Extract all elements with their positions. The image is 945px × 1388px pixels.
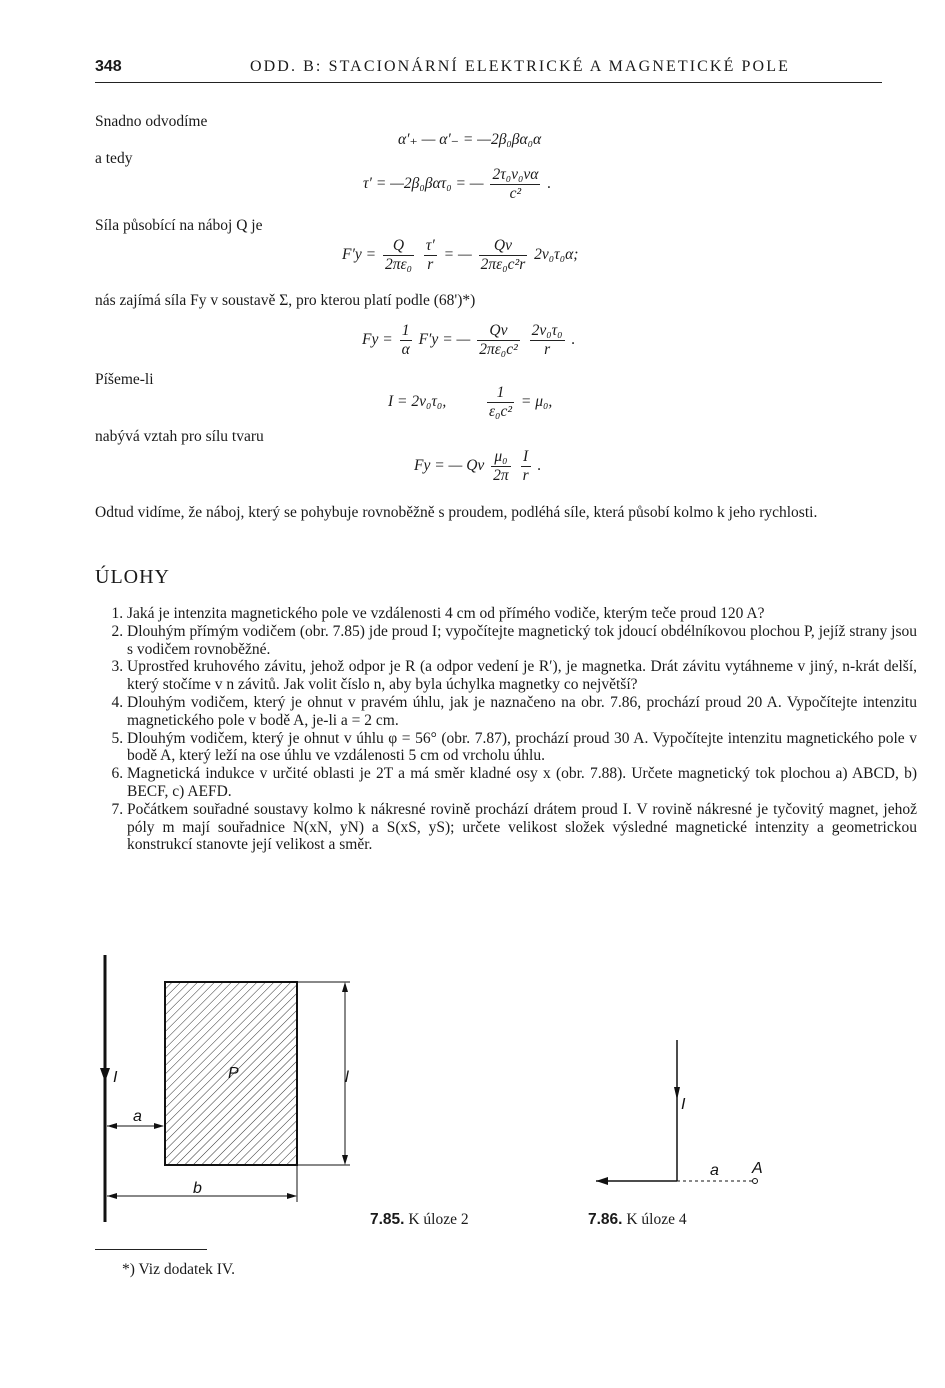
eq3-f2-num: τ′: [425, 237, 435, 254]
eq2-end: .: [547, 175, 552, 193]
point-a-marker: [753, 1179, 758, 1184]
arrowhead-icon: [596, 1177, 608, 1185]
fig85-label-a: a: [133, 1108, 142, 1125]
eq6-end: .: [537, 457, 542, 475]
fig86-label-i: I: [681, 1096, 686, 1113]
running-title: ODD. B: STACIONÁRNÍ ELEKTRICKÉ A MAGNETICKÉ POLE: [250, 58, 790, 75]
text-piseme: Píšeme-li: [95, 371, 154, 388]
caption-7-86-text: K úloze 4: [626, 1211, 687, 1228]
eq4-end: .: [571, 331, 576, 349]
current-arrow-icon: [674, 1087, 680, 1100]
arrowhead-icon: [287, 1193, 297, 1199]
footnote-rule: [95, 1249, 207, 1250]
text-nas-zajima: nás zajímá síla Fy v soustavě Σ, pro kterou platí podle (68')*): [95, 292, 476, 309]
eq4-f2-den: 2πε₀c²: [479, 341, 518, 358]
fig85-label-l: l: [345, 1069, 349, 1086]
task-item: 3. Uprostřed kruhového závitu, jehož odpor je R (a odpor vedení je R′), je magnetka. Drát závitu vytáhneme v jiný, n-krát delší, který stočíme v n závitů. Jak volit číslo n, aby byla úchylka magnetky co největší?: [127, 658, 917, 694]
caption-7-86: [588, 1211, 687, 1229]
equation-1: α′₊ — α′₋ = —2β₀βα₀α: [398, 131, 542, 148]
eq3-mid: = —: [443, 246, 472, 264]
page-number: 348: [95, 58, 122, 75]
fig85-label-b: b: [193, 1180, 202, 1197]
eq4-f1-num: 1: [401, 322, 410, 339]
text-sila: Síla působící na náboj Q je: [95, 217, 263, 234]
eq3-f3-den: 2πε₀c²r: [480, 256, 526, 273]
eq5-left: I = 2v₀τ₀,: [388, 393, 447, 411]
caption-7-85-number: 7.85.: [370, 1211, 405, 1228]
eq4-f3-num: 2v₀τ₀: [531, 322, 563, 339]
current-arrow-icon: [100, 1068, 110, 1082]
eq3-f1-den: 2πε₀: [384, 256, 412, 273]
eq4-left: Fy =: [362, 331, 393, 349]
caption-7-85-text: K úloze 2: [408, 1211, 469, 1228]
eq4-mid: F′y = —: [418, 331, 471, 349]
task-item: 1. Jaká je intenzita magnetického pole ve vzdálenosti 4 cm od přímého vodiče, kterým teče proud 120 A?: [127, 605, 917, 623]
fig86-label-point-a: A: [752, 1160, 763, 1177]
fig85-label-i: I: [113, 1069, 118, 1086]
eq3-left: F′y =: [342, 246, 377, 264]
eq2-den: c²: [490, 184, 540, 203]
eq6-f1-den: 2π: [493, 467, 509, 484]
eq5-num: 1: [496, 384, 505, 401]
conclusion-paragraph: Odtud vidíme, že náboj, který se pohybuje rovnoběžně s proudem, podléhá síle, která působí kolmo k jeho rychlosti.: [95, 504, 818, 521]
eq5-den: ε₀c²: [488, 403, 512, 420]
eq4-f2-num: Qv: [489, 322, 508, 339]
task-item: 2. Dlouhým přímým vodičem (obr. 7.85) jde proud I; vypočítejte magnetický tok jdoucí obdélníkovou plochou P, jejíž strany jsou s vodičem rovnoběžné.: [127, 623, 917, 659]
eq3-f1-num: Q: [392, 237, 405, 254]
arrowhead-icon: [154, 1123, 164, 1129]
eq2-left: τ′ = —2β₀βατ₀ = —: [363, 175, 484, 193]
task-item: 7. Počátkem souřadné soustavy kolmo k nákresné rovině prochází drátem proud I. V rovině nákresné je tyčovitý magnet, jehož póly m mají souřadnice N(xN, yN) a S(xS, yS); určete velikost složek výsledné magnetické intenzity a geometrickou konstrukcí stanovte její velikost a směr.: [127, 801, 917, 854]
text-nabyva: nabývá vztah pro sílu tvaru: [95, 428, 264, 445]
eq4-f3-den: r: [530, 340, 565, 359]
caption-7-86-number: 7.86.: [588, 1211, 623, 1228]
eq4-f1-den: α: [401, 341, 410, 358]
eq3-end: 2v₀τ₀α;: [534, 246, 579, 264]
text-a-tedy: a tedy: [95, 150, 133, 167]
text-snadno: Snadno odvodíme: [95, 113, 208, 130]
arrowhead-icon: [342, 982, 348, 992]
task-item: 5. Dlouhým vodičem, který je ohnut v úhlu φ = 56° (obr. 7.87), prochází proud 30 A. Vypočítejte intenzitu magnetického pole v bodě A, který leží na ose úhlu ve vzdálenosti 5 cm od vrcholu úhlu.: [127, 730, 917, 766]
eq3-f3-num: Qv: [493, 237, 512, 254]
figure-7-85: [100, 955, 350, 1222]
fig86-label-a: a: [710, 1162, 719, 1179]
task-item: 4. Dlouhým vodičem, který je ohnut v pravém úhlu, jak je naznačeno na obr. 7.86, prochází proud 20 A. Vypočítejte intenzitu magnetického pole v bodě A, je-li a = 2 cm.: [127, 694, 917, 730]
eq6-f1-num: μ₀: [494, 448, 508, 465]
caption-7-85: [370, 1211, 469, 1229]
eq5-end: = μ₀,: [520, 393, 553, 411]
eq6-f2-num: I: [523, 448, 529, 465]
arrowhead-icon: [342, 1155, 348, 1165]
eq2-num: 2τ₀v₀vα: [492, 166, 539, 183]
eq3-f2-den: r: [424, 255, 437, 274]
task-item: 6. Magnetická indukce v určité oblasti je 2T a má směr kladné osy x (obr. 7.88). Určete magnetický tok plochou a) ABCD, b) BECF, c) AEFD.: [127, 765, 917, 801]
eq6-left: Fy = — Qv: [414, 457, 485, 475]
arrowhead-icon: [107, 1123, 117, 1129]
fig85-label-p: P: [228, 1065, 239, 1082]
section-heading: ÚLOHY: [95, 566, 170, 588]
footnote: *) Viz dodatek IV.: [122, 1261, 236, 1278]
arrowhead-icon: [107, 1193, 117, 1199]
eq6-f2-den: r: [522, 467, 529, 484]
figure-7-86: [596, 1040, 763, 1185]
